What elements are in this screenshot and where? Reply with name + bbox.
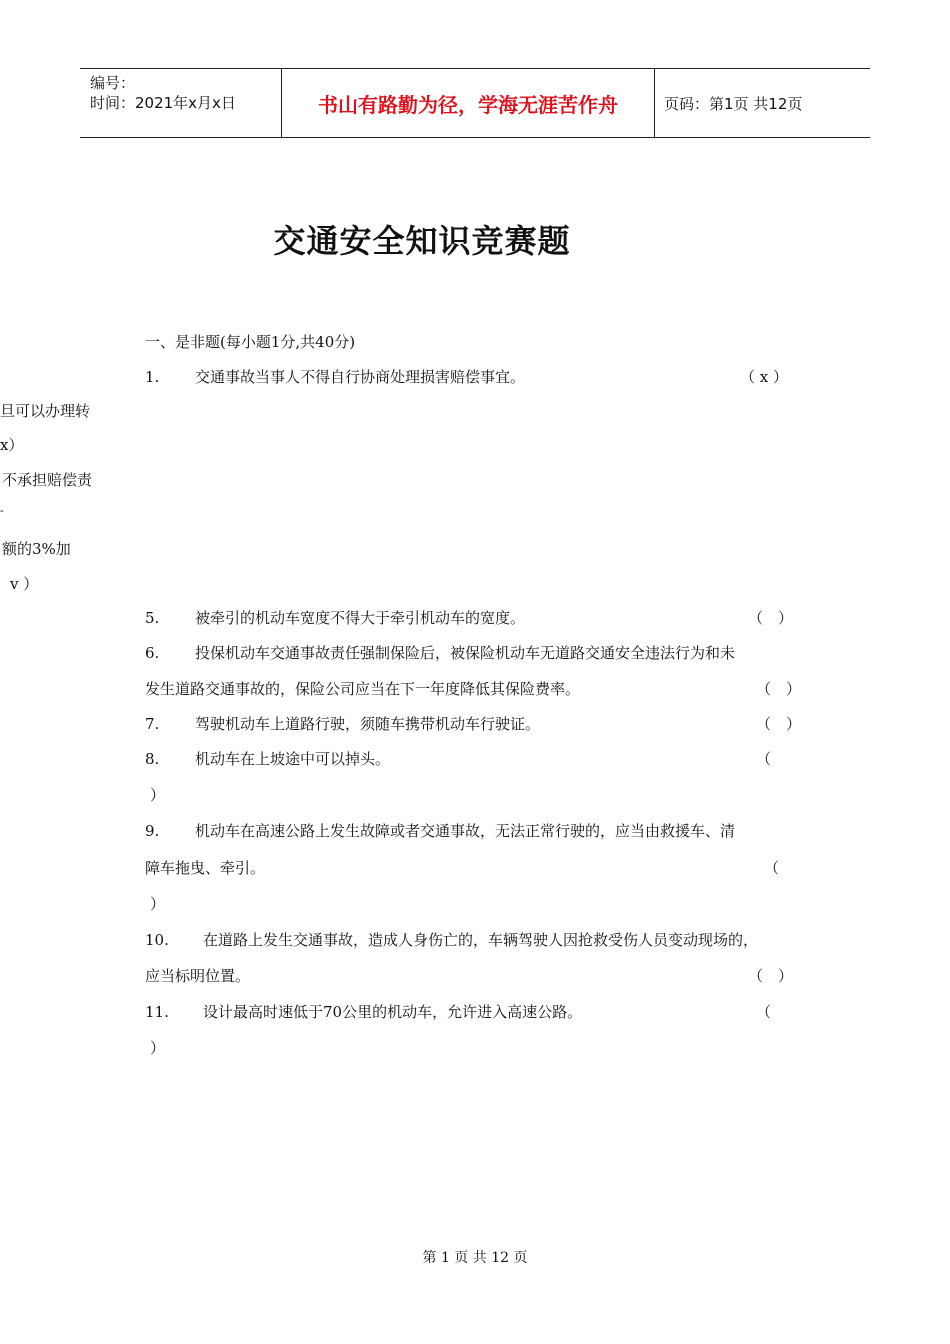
left-fragment: - [0, 504, 4, 517]
question-number: 9. [145, 822, 160, 840]
answer-mark-close: ） [150, 895, 166, 913]
answer-mark: （ ） [756, 680, 802, 698]
left-fragment: 不承担赔偿责 [2, 471, 93, 489]
question-number: 6. [145, 644, 160, 662]
answer-mark-open: （ [756, 750, 772, 768]
question-number: 5. [145, 609, 160, 627]
question-text: 障车拖曳、牵引。 [145, 859, 266, 877]
answer-mark: （ x ） [740, 368, 788, 386]
question-text: 设计最高时速低于70公里的机动车，允许进入高速公路。 [203, 1003, 583, 1021]
answer-mark-open: （ [756, 1003, 772, 1021]
page-footer: 第 1 页 共 12 页 [422, 1250, 528, 1266]
left-fragment: 额的3%加 [2, 540, 71, 558]
answer-mark: （ ） [756, 715, 802, 733]
question-text: 应当标明位置。 [145, 967, 251, 985]
serial-label: 编号： [90, 74, 136, 92]
answer-mark-open: （ [764, 859, 780, 877]
answer-mark: （ ） [748, 967, 794, 985]
header-page-info: 页码：第1页 共12页 [664, 95, 803, 113]
question-text: 在道路上发生交通事故，造成人身伤亡的，车辆驾驶人因抢救受伤人员变动现场的， [203, 931, 759, 949]
question-text: 交通事故当事人不得自行协商处理损害赔偿事宜。 [195, 368, 526, 386]
answer-mark: （ ） [748, 609, 794, 627]
question-number: 1. [145, 368, 160, 386]
header-divider [654, 69, 655, 137]
question-text: 机动车在高速公路上发生故障或者交通事故，无法正常行驶的，应当由救援车、清 [195, 822, 736, 840]
question-text: 投保机动车交通事故责任强制保险后，被保险机动车无道路交通安全违法行为和未 [195, 644, 736, 662]
left-fragment: v ） [10, 575, 39, 593]
left-fragment: x） [0, 436, 24, 454]
question-number: 10. [145, 931, 169, 949]
question-text: 驾驶机动车上道路行驶，须随车携带机动车行驶证。 [195, 715, 541, 733]
question-number: 11. [145, 1003, 169, 1021]
question-text: 发生道路交通事故的，保险公司应当在下一年度降低其保险费率。 [145, 680, 581, 698]
answer-mark-close: ） [150, 786, 166, 804]
question-number: 7. [145, 715, 160, 733]
time-label: 时间：2021年x月x日 [90, 94, 236, 112]
page-title: 交通安全知识竞赛题 [273, 222, 571, 260]
question-number: 8. [145, 750, 160, 768]
header-meta [90, 73, 236, 113]
document-header [80, 68, 870, 138]
section-heading: 一、是非题(每小题1分,共40分) [145, 333, 356, 351]
question-text: 被牵引的机动车宽度不得大于牵引机动车的宽度。 [195, 609, 526, 627]
header-motto: 书山有路勤为径，学海无涯苦作舟 [318, 92, 618, 117]
question-text: 机动车在上坡途中可以掉头。 [195, 750, 391, 768]
answer-mark-close: ） [150, 1039, 166, 1057]
left-fragment: 旦可以办理转 [0, 402, 91, 420]
